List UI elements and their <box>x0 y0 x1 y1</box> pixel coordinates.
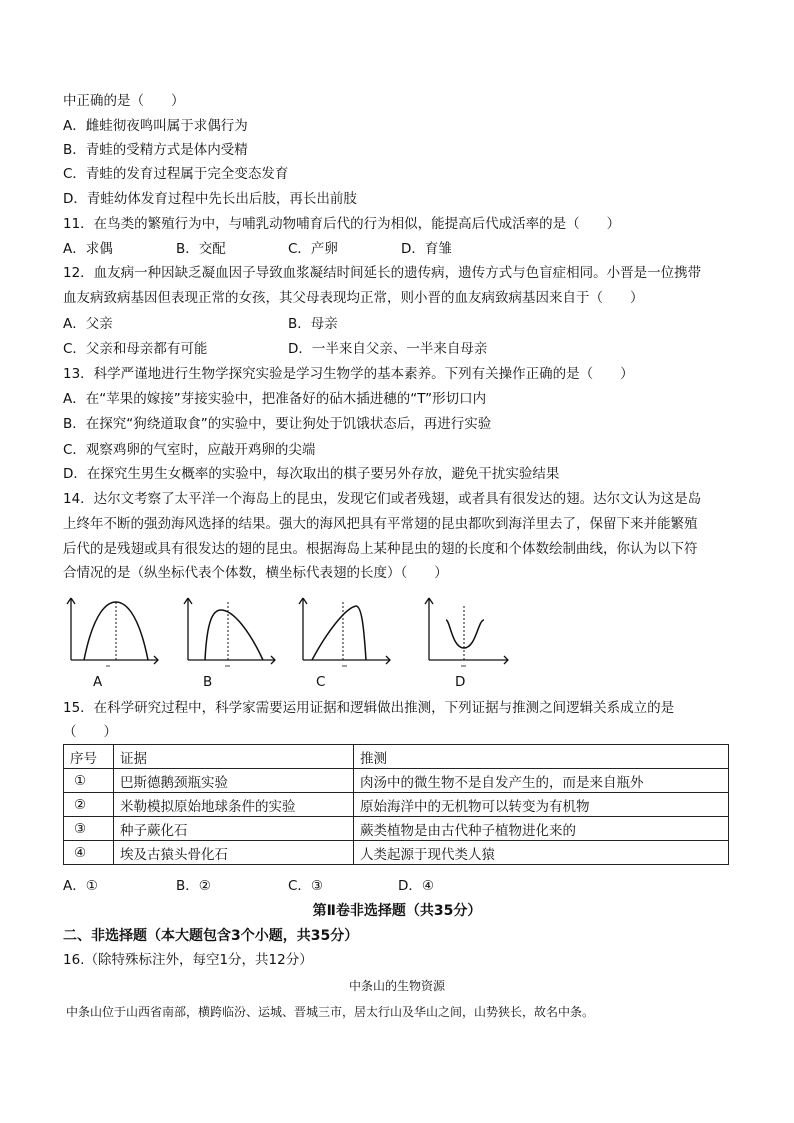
table-header-cell: 序号 <box>64 745 114 769</box>
graph-a-label: A <box>93 674 103 690</box>
table-cell: 埃及古猿头骨化石 <box>114 841 354 865</box>
q14-stem-line3: 后代的是残翅或具有很发达的翅的昆虫。根据海岛上某种昆虫的翅的长度和个体数绘制曲线，你认为以下符 <box>63 541 698 557</box>
table-row <box>64 793 729 817</box>
graph-b <box>183 590 283 670</box>
table-row <box>64 841 729 865</box>
table-cell: 蕨类植物是由古代种子植物进化来的 <box>354 817 729 841</box>
q12-stem-line1: 12．血友病一种因缺乏凝血因子导致血浆凝结时间延长的遗传病，遗传方式与色盲症相同。小晋是一位携带 <box>63 265 702 281</box>
table-header-cell: 证据 <box>114 745 354 769</box>
q15-stem-line2: （ ） <box>63 724 117 740</box>
graph-b-label: B <box>203 674 213 690</box>
section-title: 二、非选择题（本大题包含3个小题，共35分） <box>63 928 359 944</box>
table-cell: ③ <box>64 817 114 841</box>
q11-option-c: C．产卵 <box>288 241 338 257</box>
evidence-table <box>63 744 729 865</box>
q12-option-a: A．父亲 <box>63 316 113 332</box>
passage-line1: 中条山位于山西省南部，横跨临汾、运城、晋城三市，居太行山及华山之间，山势狭长，故名中条。 <box>66 1005 595 1019</box>
q12-stem-line2: 血友病致病基因但表现正常的女孩，其父母表现均正常，则小晋的血友病致病基因来自于（ ） <box>63 290 644 306</box>
graph-c-label: C <box>316 674 326 690</box>
q10-option-a: A．雌蛙彻夜鸣叫属于求偶行为 <box>63 118 248 134</box>
q11-option-b: B．交配 <box>176 241 226 257</box>
q11-stem: 11．在鸟类的繁殖行为中，与哺乳动物哺育后代的行为相似，能提高后代成活率的是（ ） <box>63 216 621 232</box>
table-header-cell: 推测 <box>354 745 729 769</box>
q10-option-b: B．青蛙的受精方式是体内受精 <box>63 142 248 158</box>
table-cell: 巴斯德鹅颈瓶实验 <box>114 769 354 793</box>
q12-option-c: C．父亲和母亲都有可能 <box>63 341 208 357</box>
table-cell: 肉汤中的微生物不是自发产生的，而是来自瓶外 <box>354 769 729 793</box>
q13-option-b: B．在探究“狗绕道取食”的实验中，要让狗处于饥饿状态后，再进行实验 <box>63 416 492 432</box>
q15-stem-line1: 15．在科学研究过程中，科学家需要运用证据和逻辑做出推测，下列证据与推测之间逻辑关系成立的是 <box>63 700 675 716</box>
table-cell: 原始海洋中的无机物可以转变为有机物 <box>354 793 729 817</box>
table-cell: ① <box>64 769 114 793</box>
q15-option-d: D．④ <box>398 878 434 894</box>
q15-option-a: A．① <box>63 878 98 894</box>
q13-stem: 13．科学严谨地进行生物学探究实验是学习生物学的基本素养。下列有关操作正确的是（ ） <box>63 366 634 382</box>
table-cell: 米勒模拟原始地球条件的实验 <box>114 793 354 817</box>
q10-option-d: D．青蛙幼体发育过程中先长出后肢，再长出前肢 <box>63 191 357 207</box>
part2-title: 第Ⅱ卷非选择题（共35分） <box>312 903 482 919</box>
table-cell: 种子蕨化石 <box>114 817 354 841</box>
q14-stem-line2: 上终年不断的强劲海风选择的结果。强大的海风把具有平常翅的昆虫都吹到海洋里去了，保留下来并能繁殖 <box>63 516 698 532</box>
q12-option-d: D．一半来自父亲、一半来自母亲 <box>288 341 488 357</box>
graph-a <box>66 590 166 670</box>
table-cell: 人类起源于现代类人猿 <box>354 841 729 865</box>
table-header-row <box>64 745 729 769</box>
graph-d-label: D <box>455 674 466 690</box>
q15-option-b: B．② <box>176 878 211 894</box>
graph-d <box>424 590 524 670</box>
q10-option-c: C．青蛙的发育过程属于完全变态发育 <box>63 166 289 182</box>
table-cell: ④ <box>64 841 114 865</box>
q13-option-c: C．观察鸡卵的气室时，应敲开鸡卵的尖端 <box>63 442 316 458</box>
q11-option-d: D．育雏 <box>401 241 452 257</box>
q10-stem: 中正确的是（ ） <box>63 93 185 109</box>
passage-title: 中条山的生物资源 <box>348 979 445 993</box>
graph-c <box>298 590 398 670</box>
table-cell: ② <box>64 793 114 817</box>
q13-option-d: D．在探究生男生女概率的实验中，每次取出的棋子要另外存放，避免干扰实验结果 <box>63 466 560 482</box>
q16-stem: 16.（除特殊标注外，每空1分，共12分） <box>63 952 313 968</box>
table-row <box>64 769 729 793</box>
q14-stem-line4: 合情况的是（纵坐标代表个体数，横坐标代表翅的长度）（ ） <box>63 565 448 581</box>
q12-option-b: B．母亲 <box>288 316 338 332</box>
q13-option-a: A．在“苹果的嫁接”芽接实验中，把准备好的砧木插进穗的“T”形切口内 <box>63 391 487 407</box>
q15-option-c: C．③ <box>288 878 324 894</box>
q14-stem-line1: 14．达尔文考察了太平洋一个海岛上的昆虫，发现它们或者残翅，或者具有很发达的翅。达尔文认为这是岛 <box>63 491 702 507</box>
table-row <box>64 817 729 841</box>
q11-option-a: A．求偶 <box>63 241 113 257</box>
